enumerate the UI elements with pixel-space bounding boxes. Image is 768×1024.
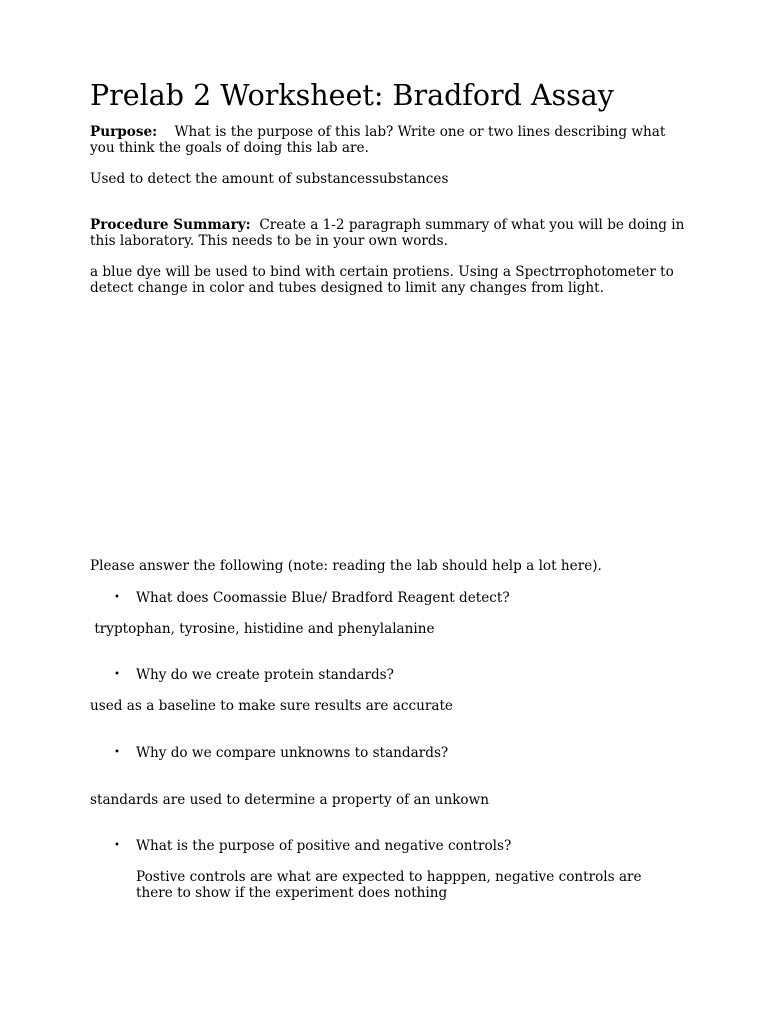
purpose-answer: Used to detect the amount of substancessubstances bbox=[90, 171, 449, 187]
answer-text: tryptophan, tyrosine, histidine and phenylalanine bbox=[90, 621, 435, 637]
purpose-label: Purpose: bbox=[90, 124, 158, 140]
answer-text: Postive controls are what are expected to happpen, negative controls are there to show if the experiment does nothing bbox=[136, 869, 642, 901]
bullet-icon: • bbox=[114, 592, 120, 603]
answer-text: used as a baseline to make sure results are accurate bbox=[90, 698, 453, 714]
question-text: Why do we compare unknowns to standards? bbox=[136, 745, 449, 761]
question-text: Why do we create protein standards? bbox=[136, 667, 394, 683]
question-text: What is the purpose of positive and negative controls? bbox=[136, 838, 512, 854]
bullet-icon: • bbox=[114, 669, 120, 680]
procedure-label: Procedure Summary: bbox=[90, 217, 251, 233]
answer-text: standards are used to determine a property of an unkown bbox=[90, 792, 490, 808]
purpose-prompt bbox=[90, 124, 690, 156]
procedure-answer: a blue dye will be used to bind with certain protiens. Using a Spectrrophotometer to detect change in color and tubes designed to limit any changes from light. bbox=[90, 264, 674, 296]
procedure-prompt-text: Create a 1-2 paragraph summary of what you will be doing in this laboratory. This needs to be in your own words. bbox=[90, 217, 685, 249]
question-text: What does Coomassie Blue/ Bradford Reagent detect? bbox=[136, 590, 510, 606]
bullet-icon: • bbox=[114, 840, 120, 851]
procedure-prompt bbox=[90, 217, 690, 249]
instructions: Please answer the following (note: reading the lab should help a lot here). bbox=[90, 558, 602, 574]
page-title: Prelab 2 Worksheet: Bradford Assay bbox=[90, 79, 614, 112]
purpose-prompt-text: What is the purpose of this lab? Write one or two lines describing what you think the goals of doing this lab are. bbox=[90, 124, 666, 156]
bullet-icon: • bbox=[114, 747, 120, 758]
